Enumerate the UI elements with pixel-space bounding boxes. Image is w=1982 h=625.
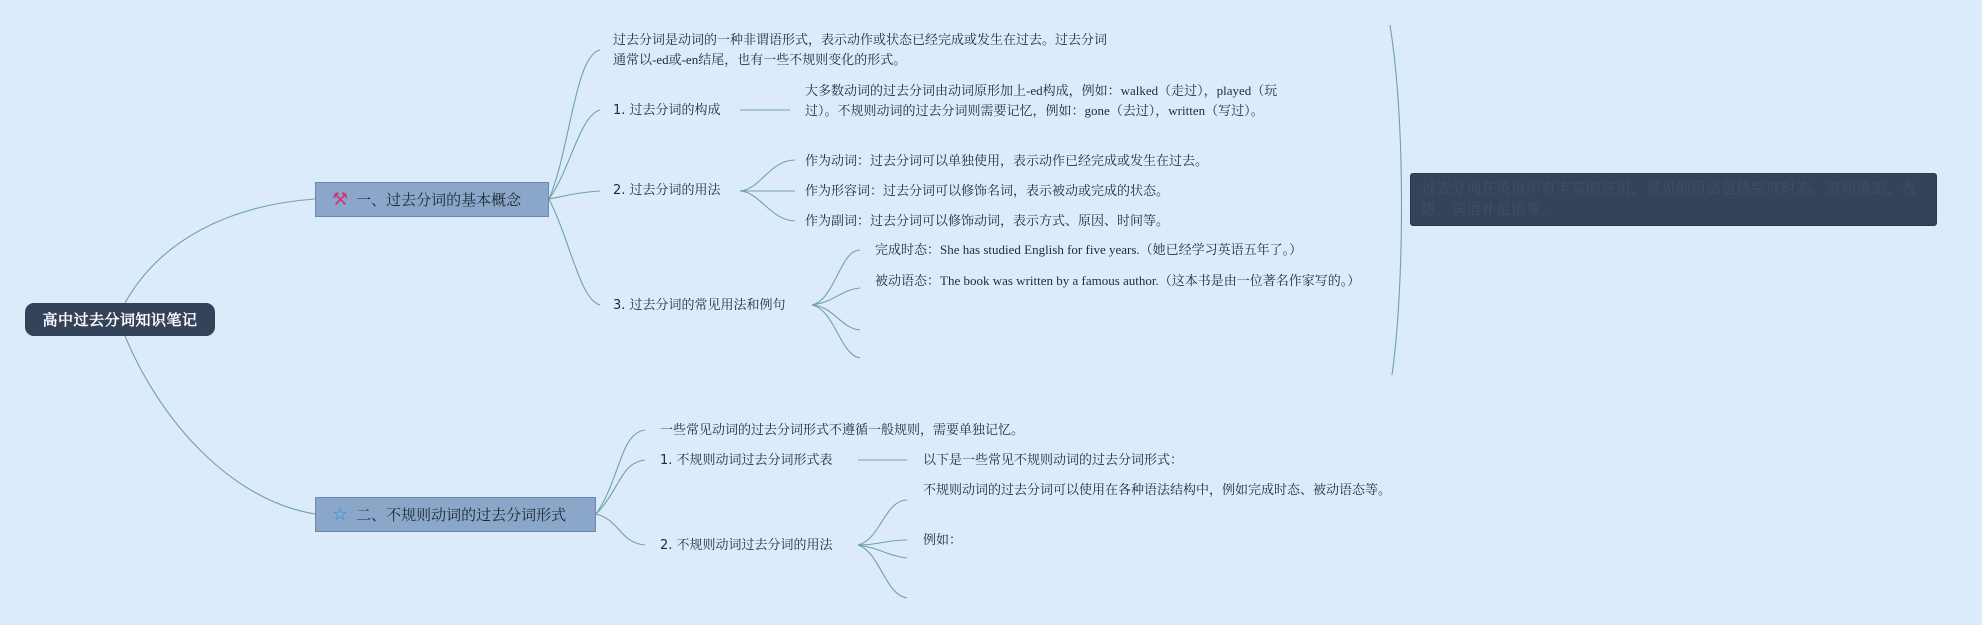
branch2-title: 二、不规则动词的过去分词形式 [356, 506, 567, 524]
link-b2-usage [596, 514, 645, 545]
link-b1-definition [549, 50, 600, 199]
link-usage-1 [740, 160, 795, 191]
b2-intro[interactable]: 一些常见动词的过去分词形式不遵循一般规则，需要单独记忆。 [660, 423, 1025, 438]
link-b2usage-4 [858, 545, 907, 598]
branch1-topic[interactable] [315, 182, 549, 217]
link-b1-formation [549, 110, 600, 199]
b2-table-detail[interactable]: 以下是一些常见不规则动词的过去分词形式： [923, 453, 1184, 468]
b1-formation-title[interactable]: 1. 过去分词的构成 [613, 103, 721, 118]
branch2-topic[interactable] [315, 497, 596, 532]
link-b1-examples [549, 199, 600, 305]
link-root-branch1 [125, 199, 315, 303]
link-b2usage-1 [858, 500, 907, 545]
b1-example-item[interactable]: 完成时态：She has studied English for five years.（她已经学习英语五年了。） [875, 242, 1303, 257]
b1-usage-item[interactable]: 作为动词：过去分词可以单独使用，表示动作已经完成或发生在过去。 [805, 153, 1209, 168]
link-b2-table [596, 460, 645, 514]
b1-example-item[interactable]: 被动语态：The book was written by a famous author.（这本书是由一位著名作家写的。） [875, 273, 1361, 288]
b2-table-title[interactable]: 1. 不规则动词过去分词形式表 [660, 453, 833, 468]
link-usage-3 [740, 191, 795, 221]
b1-usage-item[interactable]: 作为形容词：过去分词可以修饰名词，表示被动或完成的状态。 [805, 183, 1170, 198]
b1-formation-detail[interactable]: 大多数动词的过去分词由动词原形加上-ed构成，例如：walked（走过），played（玩过）。不规则动词的过去分词则需要记忆，例如：gone（去过），written（写过）。 [805, 83, 1278, 118]
b2-usage-title[interactable]: 2. 不规则动词过去分词的用法 [660, 538, 833, 553]
tools-icon: ⚒ [332, 188, 349, 210]
b2-usage-item[interactable]: 例如： [923, 533, 963, 548]
link-root-branch2 [125, 336, 315, 514]
link-b2usage-3 [858, 545, 907, 558]
summary-box[interactable]: 过去分词在英语中有丰富的应用，常见的用法包括完成时态、被动语态、表语、宾语补足语等。 [1410, 173, 1937, 226]
b1-definition[interactable]: 过去分词是动词的一种非谓语形式，表示动作或状态已经完成或发生在过去。过去分词通常以-ed或-en结尾，也有一些不规则变化的形式。 [613, 32, 1108, 67]
star-icon: ☆ [332, 503, 349, 525]
link-b2usage-2 [858, 540, 907, 545]
root-topic[interactable]: 高中过去分词知识笔记 [25, 303, 215, 336]
link-b2-intro [596, 430, 645, 514]
branch1-title: 一、过去分词的基本概念 [356, 191, 522, 209]
b1-examples-title[interactable]: 3. 过去分词的常见用法和例句 [613, 298, 786, 313]
b2-usage-item[interactable]: 不规则动词的过去分词可以使用在各种语法结构中，例如完成时态、被动语态等。 [923, 483, 1392, 498]
link-b1-usage [549, 191, 600, 199]
b1-usage-item[interactable]: 作为副词：过去分词可以修饰动词，表示方式、原因、时间等。 [805, 213, 1170, 228]
link-example-4 [812, 305, 860, 358]
link-example-2 [812, 288, 860, 305]
summary-bracket [1390, 25, 1402, 375]
b1-usage-title[interactable]: 2. 过去分词的用法 [613, 183, 721, 198]
